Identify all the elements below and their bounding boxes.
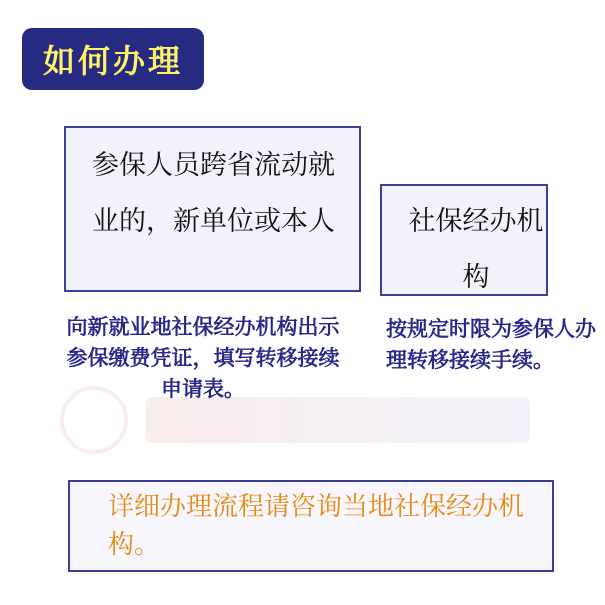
agency-text: 社保经办机构	[408, 206, 544, 293]
agency-box	[380, 184, 548, 296]
applicant-text: 参保人员跨省流动就业的，新单位或本人	[92, 150, 335, 237]
applicant-step-note: 向新就业地社保经办机构出示参保缴费凭证，填写转移接续申请表。	[66, 315, 340, 401]
page-title: 如何办理	[42, 42, 183, 80]
consult-box	[68, 480, 554, 572]
applicant-box	[64, 126, 361, 292]
agency-step-note: 按规定时限为参保人办理转移接续手续。	[386, 317, 596, 372]
consult-text: 详细办理流程请咨询当地社保经办机构。	[108, 492, 525, 560]
page-title-badge	[22, 28, 204, 90]
